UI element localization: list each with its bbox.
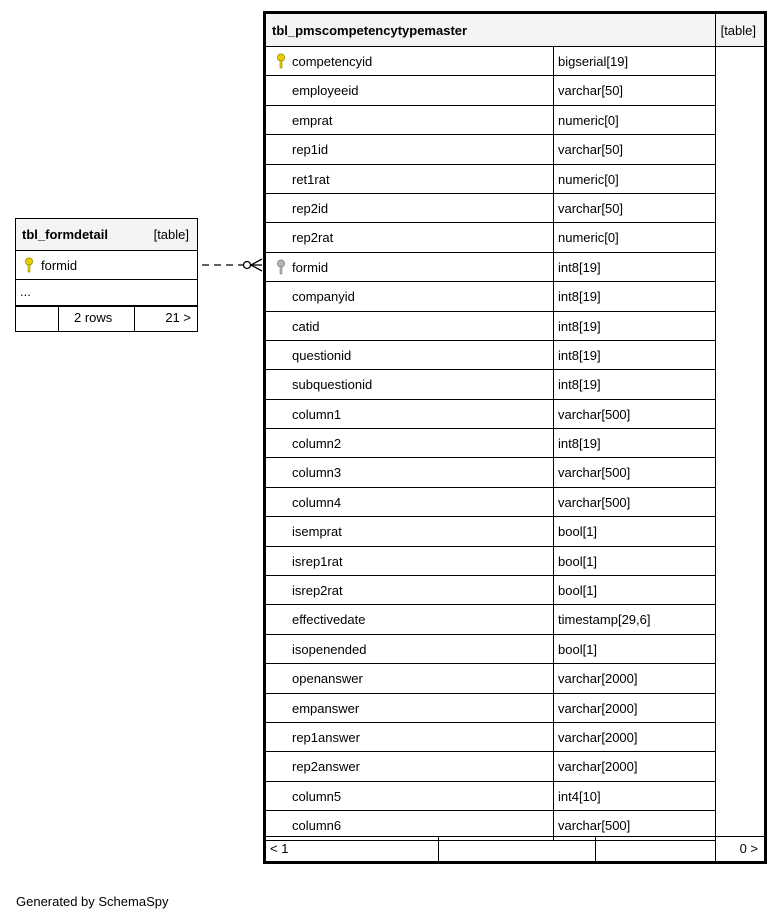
column-name: employeeid [292, 83, 359, 99]
column-name: isrep1rat [292, 553, 343, 569]
column-name: ret1rat [292, 171, 330, 187]
column-type: varchar[2000] [558, 671, 638, 687]
column-name: column4 [292, 494, 342, 510]
column-type: varchar[50] [558, 142, 624, 158]
more-columns[interactable]: ... [16, 280, 197, 307]
table-row[interactable] [266, 135, 715, 164]
column-name-cell [266, 782, 554, 810]
table-row[interactable] [266, 635, 715, 664]
column-type: int8[19] [558, 289, 601, 305]
column-type-cell [554, 370, 715, 398]
table-tbl-formdetail[interactable] [15, 218, 198, 332]
column-type: bigserial[19] [558, 54, 629, 69]
table-row[interactable] [266, 253, 715, 282]
column-type-cell [554, 635, 715, 663]
column-name: emprat [292, 112, 333, 128]
column-type-cell [554, 782, 715, 810]
column-name: subquestionid [292, 377, 373, 393]
column-name-cell [266, 76, 554, 104]
column-name-cell [266, 312, 554, 340]
column-type: varchar[2000] [558, 729, 638, 745]
column-type-cell [554, 694, 715, 722]
column-name: isopenended [292, 641, 367, 657]
table-title[interactable]: tbl_formdetail [22, 227, 108, 242]
column-type: bool[1] [558, 553, 598, 569]
primary-key-icon [24, 257, 34, 273]
table-row[interactable] [266, 282, 715, 311]
column-type: varchar[50] [558, 83, 624, 99]
table-row[interactable] [266, 223, 715, 252]
column-name-cell [266, 429, 554, 457]
table-row[interactable] [266, 370, 715, 399]
table-row[interactable] [266, 517, 715, 546]
table-kind: [table] [153, 227, 189, 242]
table-row[interactable] [266, 782, 715, 811]
column-type: numeric[0] [558, 171, 619, 187]
column-type-cell [554, 47, 715, 75]
column-type-cell [554, 458, 715, 486]
table-row[interactable] [266, 341, 715, 370]
column-type: numeric[0] [558, 112, 619, 128]
column-name: rep1id [292, 142, 329, 158]
column-name-cell [266, 282, 554, 310]
column-name-cell [266, 752, 554, 780]
column-type-cell [554, 194, 715, 222]
column-name-cell [266, 400, 554, 428]
table-footer [266, 836, 764, 861]
table-header [266, 14, 764, 47]
column-type: bool[1] [558, 583, 598, 599]
table-title[interactable]: tbl_pmscompetencytypemaster [272, 23, 468, 38]
column-name: effectivedate [292, 612, 366, 628]
column-type-cell [554, 488, 715, 516]
column-name: openanswer [292, 671, 363, 687]
column-type-cell [554, 253, 715, 281]
table-row[interactable] [266, 458, 715, 487]
generated-by-footer: Generated by SchemaSpy [16, 894, 169, 909]
column-name-cell [266, 223, 554, 251]
table-row[interactable] [266, 723, 715, 752]
table-row[interactable] [16, 251, 197, 280]
column-type-cell [554, 547, 715, 575]
column-name-cell [266, 370, 554, 398]
column-name-cell [266, 253, 554, 281]
column-type-cell [554, 76, 715, 104]
column-type-cell [554, 165, 715, 193]
column-type-cell [554, 576, 715, 604]
column-type: int8[19] [558, 377, 601, 393]
column-type-cell [554, 723, 715, 751]
column-type: varchar[500] [558, 818, 631, 834]
column-name: companyid [292, 289, 355, 305]
column-type-cell [554, 429, 715, 457]
column-type: int4[10] [558, 788, 601, 804]
column-type-cell [554, 341, 715, 369]
column-name: column6 [292, 818, 342, 834]
column-name-cell [266, 106, 554, 134]
column-name: rep2rat [292, 230, 334, 246]
column-name: empanswer [292, 700, 360, 716]
column-name: rep2answer [292, 759, 360, 775]
table-row[interactable] [266, 165, 715, 194]
column-name-cell [266, 194, 554, 222]
column-type: varchar[2000] [558, 759, 638, 775]
column-name: formid [292, 259, 329, 275]
column-type: varchar[50] [558, 200, 624, 216]
column-type-cell [554, 135, 715, 163]
column-name-cell [266, 723, 554, 751]
column-name-cell [266, 458, 554, 486]
column-name-cell [266, 605, 554, 633]
column-type: int8[19] [558, 318, 601, 334]
table-row[interactable] [266, 47, 715, 76]
foreign-key-icon [276, 259, 286, 275]
column-name-cell [266, 341, 554, 369]
column-type-cell [554, 106, 715, 134]
column-type-cell [554, 664, 715, 692]
column-name: column2 [292, 436, 342, 452]
column-name-cell [266, 547, 554, 575]
column-type-cell [554, 223, 715, 251]
table-row[interactable] [266, 400, 715, 429]
table-kind: [table] [720, 23, 756, 38]
column-type-cell [554, 517, 715, 545]
table-header [16, 219, 197, 251]
column-type: varchar[500] [558, 406, 631, 422]
column-type-cell [554, 312, 715, 340]
column-type: timestamp[29,6] [558, 612, 651, 628]
column-type-cell [554, 752, 715, 780]
column-name-cell [266, 517, 554, 545]
column-type: int8[19] [558, 259, 601, 275]
column-name: questionid [292, 347, 352, 363]
table-row[interactable] [266, 547, 715, 576]
table-row[interactable] [266, 76, 715, 105]
parents-count[interactable]: < 1 [270, 841, 289, 856]
column-type-cell [554, 400, 715, 428]
column-name: isrep2rat [292, 583, 343, 599]
primary-key-icon [276, 53, 286, 69]
column-name-cell [266, 165, 554, 193]
table-tbl-pmscompetencytypemaster[interactable] [263, 11, 767, 864]
column-type-cell [554, 605, 715, 633]
column-type: numeric[0] [558, 230, 619, 246]
column-type: varchar[500] [558, 494, 631, 510]
rows-count: 2 rows [74, 310, 113, 325]
table-row[interactable] [266, 605, 715, 634]
column-type: int8[19] [558, 347, 601, 363]
column-type: varchar[2000] [558, 700, 638, 716]
table-row[interactable] [266, 694, 715, 723]
column-name: rep2id [292, 200, 329, 216]
table-row[interactable] [266, 429, 715, 458]
column-name: column1 [292, 406, 342, 422]
children-count[interactable]: 0 > [739, 841, 758, 856]
right-divider [715, 14, 716, 861]
column-type: int8[19] [558, 436, 601, 452]
column-name: column5 [292, 788, 342, 804]
table-row[interactable] [266, 576, 715, 605]
table-footer [16, 305, 197, 331]
column-name: catid [292, 318, 320, 334]
column-name-cell [266, 694, 554, 722]
column-name-cell [266, 488, 554, 516]
column-type: bool[1] [558, 524, 598, 540]
column-name-cell [266, 635, 554, 663]
table-row[interactable] [266, 194, 715, 223]
children-count[interactable]: 21 > [165, 310, 191, 325]
column-name-cell [266, 47, 554, 75]
column-name: isemprat [292, 524, 342, 540]
column-name: column3 [292, 465, 342, 481]
column-name: competencyid [292, 54, 373, 69]
column-name: formid [41, 258, 78, 273]
column-list [266, 47, 715, 841]
table-row[interactable] [266, 106, 715, 135]
table-row[interactable] [266, 752, 715, 781]
column-name-cell [266, 664, 554, 692]
column-name: rep1answer [292, 729, 360, 745]
column-name-cell [266, 576, 554, 604]
crowfoot-marker [251, 259, 262, 265]
zero-cardinality-marker [244, 262, 251, 269]
column-type: bool[1] [558, 641, 598, 657]
table-row[interactable] [266, 664, 715, 693]
column-name-cell [266, 135, 554, 163]
table-row[interactable] [266, 312, 715, 341]
column-type-cell [554, 282, 715, 310]
column-type: varchar[500] [558, 465, 631, 481]
table-row[interactable] [266, 488, 715, 517]
